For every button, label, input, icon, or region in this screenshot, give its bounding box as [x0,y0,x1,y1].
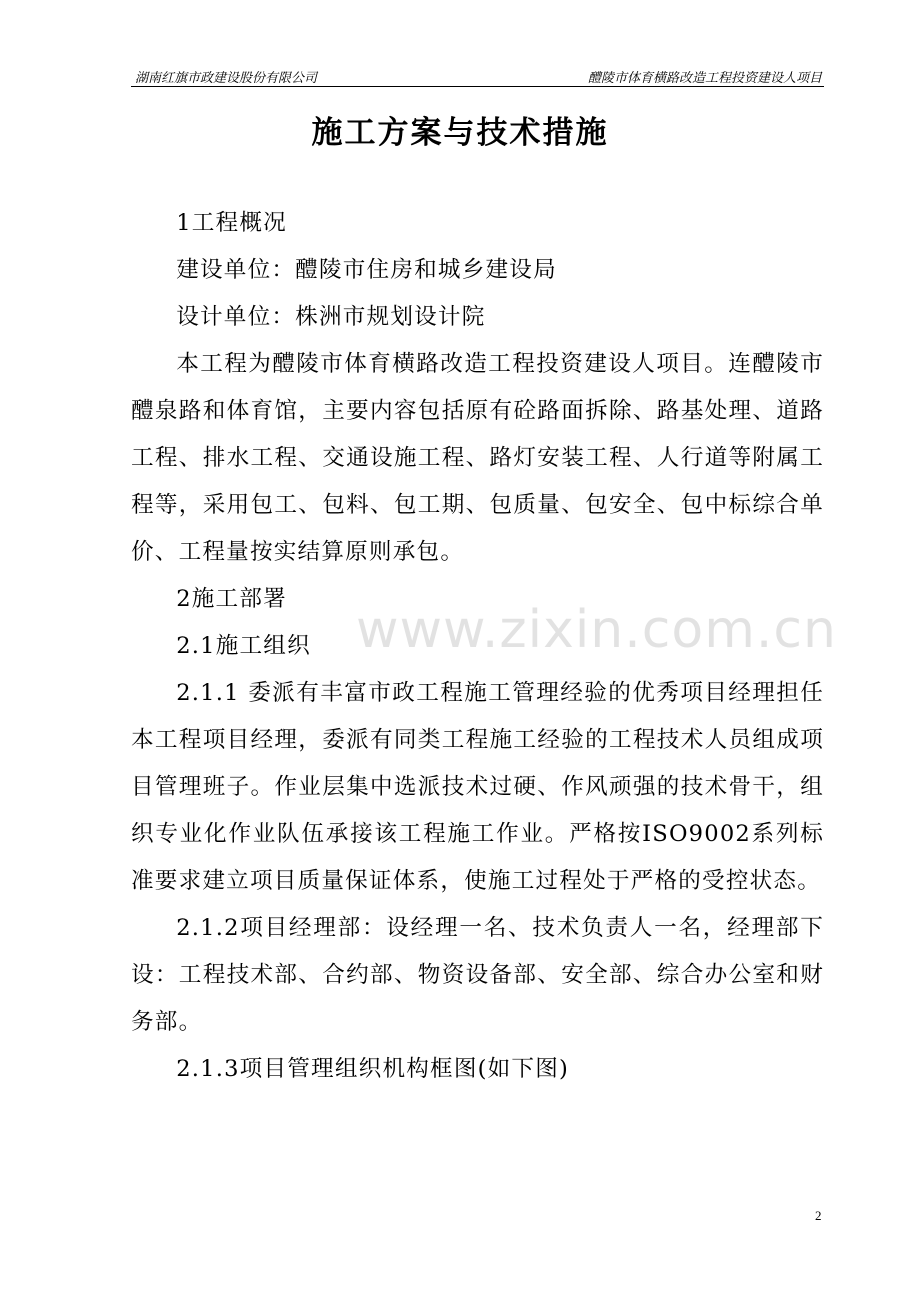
section-heading-1: 1工程概况 [176,210,287,236]
watermark: www.zixin.com.cn [356,600,837,660]
construction-unit: 建设单位：醴陵市住房和城乡建设局 [176,257,557,283]
document-title: 施工方案与技术措施 [311,115,609,151]
design-unit: 设计单位：株洲市规划设计院 [176,304,486,330]
document-body [131,200,824,1093]
page-header [131,64,824,87]
page-number: 2 [815,1208,822,1223]
paragraph-2-1-2: 2.1.2项目经理部：设经理一名、技术负责人一名，经理部下设：工程技术部、合约部、物资设备部、安全部、综合办公室和财务部。 [131,915,824,1035]
project-overview-paragraph: 本工程为醴陵市体育横路改造工程投资建设人项目。连醴陵市醴泉路和体育馆，主要内容包括原有砼路面拆除、路基处理、道路工程、排水工程、交通设施工程、路灯安装工程、人行道等附属工程等，采用包工、包料、包工期、包质量、包安全、包中标综合单价、工程量按实结算原则承包。 [131,351,824,565]
header-project: 醴陵市体育横路改造工程投资建设人项目 [587,71,822,86]
header-company: 湖南红旗市政建设股份有限公司 [135,71,318,86]
paragraph-2-1-1: 2.1.1 委派有丰富市政工程施工管理经验的优秀项目经理担任本工程项目经理，委派有同类工程施工经验的工程技术人员组成项目管理班子。作业层集中选派技术过硬、作风顽强的技术骨干，组织专业化作业队伍承接该工程施工作业。严格按ISO9002系列标准要求建立项目质量保证体系，使施工过程处于严格的受控状态。 [131,680,824,894]
section-heading-2-1: 2.1施工组织 [176,633,311,659]
section-heading-2: 2施工部署 [176,586,287,612]
paragraph-2-1-3: 2.1.3项目管理组织机构框图(如下图) [176,1056,570,1082]
